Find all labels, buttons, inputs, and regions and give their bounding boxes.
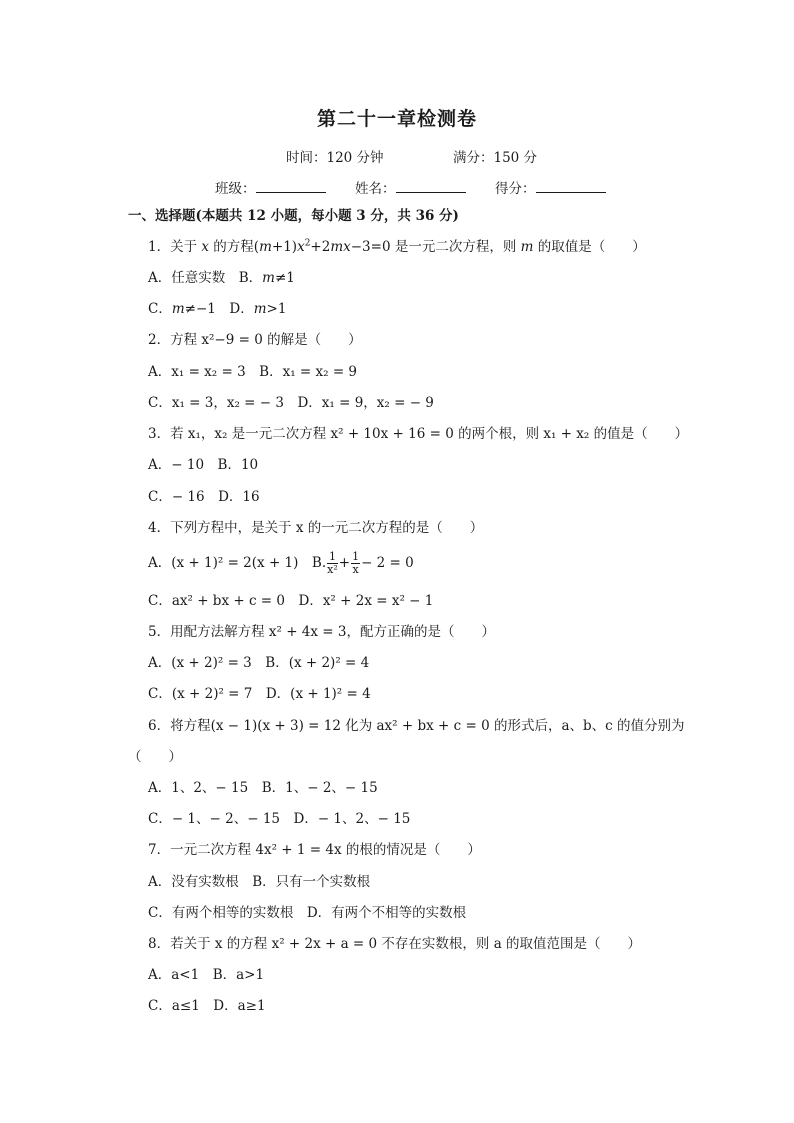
time-limit: 时间：120 分钟 bbox=[286, 150, 384, 166]
question-8-stem: 8．若关于 x 的方程 x² + 2x + a = 0 不存在实数根，则 a 的取值范围是（ ） bbox=[148, 936, 642, 952]
question-2-options-ab: A．x₁ = x₂ = 3 B．x₁ = x₂ = 9 bbox=[148, 364, 358, 380]
question-3-options-cd: C．− 16 D．16 bbox=[148, 489, 260, 505]
question-4-options-ab: A．(x + 1)² = 2(x + 1) B. $\frac{1}{\text{x²}}$ + $\frac{1}{x}$ − 2 = 0 bbox=[148, 550, 414, 576]
name-field bbox=[355, 177, 466, 197]
question-5-stem: 5．用配方法解方程 x² + 4x = 3，配方正确的是（ ） bbox=[148, 624, 495, 640]
question-4-stem: 4．下列方程中，是关于 x 的一元二次方程的是（ ） bbox=[148, 520, 484, 536]
question-3-options-ab: A．− 10 B．10 bbox=[148, 457, 259, 473]
question-1-options-ab: A．任意实数 B．m≠1 bbox=[148, 270, 295, 286]
page-title: 第二十一章检测卷 bbox=[316, 108, 477, 130]
section-heading: 一、选择题(本题共 12 小题，每小题 3 分，共 36 分) bbox=[128, 208, 459, 224]
score-field bbox=[495, 177, 606, 197]
question-8-options-cd: C．a≤1 D．a≥1 bbox=[148, 998, 266, 1014]
question-6-stem-continued: （ ） bbox=[128, 749, 182, 765]
name-blank[interactable] bbox=[396, 181, 466, 193]
score-blank[interactable] bbox=[536, 181, 606, 193]
question-1-stem: 1．关于 x 的方程$(m+1)x^2+2mx-3=0$ 是一元二次方程，则 m 的取值是（ ） bbox=[148, 238, 646, 255]
question-5-options-cd: C．(x + 2)² = 7 D．(x + 1)² = 4 bbox=[148, 686, 371, 702]
q4-option-a: A．(x + 1)² = 2(x + 1) B. bbox=[148, 555, 327, 571]
question-2-options-cd: C．x₁ = 3，x₂ = − 3 D．x₁ = 9，x₂ = − 9 bbox=[148, 395, 434, 411]
class-field bbox=[215, 177, 326, 197]
total-score: 满分：150 分 bbox=[453, 150, 538, 166]
question-7-options-ab: A．没有实数根 B．只有一个实数根 bbox=[148, 874, 371, 890]
name-label: 姓名： bbox=[355, 181, 396, 197]
question-7-stem: 7．一元二次方程 4x² + 1 = 4x 的根的情况是（ ） bbox=[148, 842, 481, 858]
question-1-options-cd: C．m≠−1 D．m>1 bbox=[148, 301, 287, 317]
fraction-1-over-x-squared: $\frac{1}{\text{x²}}$ bbox=[327, 550, 338, 576]
class-blank[interactable] bbox=[256, 181, 326, 193]
question-6-options-cd: C．− 1、− 2、− 15 D．− 1、2、− 15 bbox=[148, 811, 411, 827]
question-3-stem: 3．若 x₁，x₂ 是一元二次方程 x² + 10x + 16 = 0 的两个根，则 x₁ + x₂ 的值是（ ） bbox=[148, 426, 689, 442]
question-2-stem: 2．方程 x²−9 = 0 的解是（ ） bbox=[148, 332, 362, 348]
score-label: 得分： bbox=[495, 181, 536, 197]
class-label: 班级： bbox=[215, 181, 256, 197]
fraction-1-over-x: $\frac{1}{x}$ bbox=[352, 550, 360, 576]
question-7-options-cd: C．有两个相等的实数根 D．有两个不相等的实数根 bbox=[148, 905, 467, 921]
question-4-options-cd: C．ax² + bx + c = 0 D．x² + 2x = x² − 1 bbox=[148, 593, 434, 609]
question-8-options-ab: A．a<1 B．a>1 bbox=[148, 967, 265, 983]
question-5-options-ab: A．(x + 2)² = 3 B．(x + 2)² = 4 bbox=[148, 655, 370, 671]
question-6-stem: 6．将方程(x − 1)(x + 3) = 12 化为 ax² + bx + c = 0 的形式后，a、b、c 的值分别为 bbox=[148, 718, 685, 734]
question-6-options-ab: A．1、2、− 15 B．1、− 2、− 15 bbox=[148, 780, 378, 796]
